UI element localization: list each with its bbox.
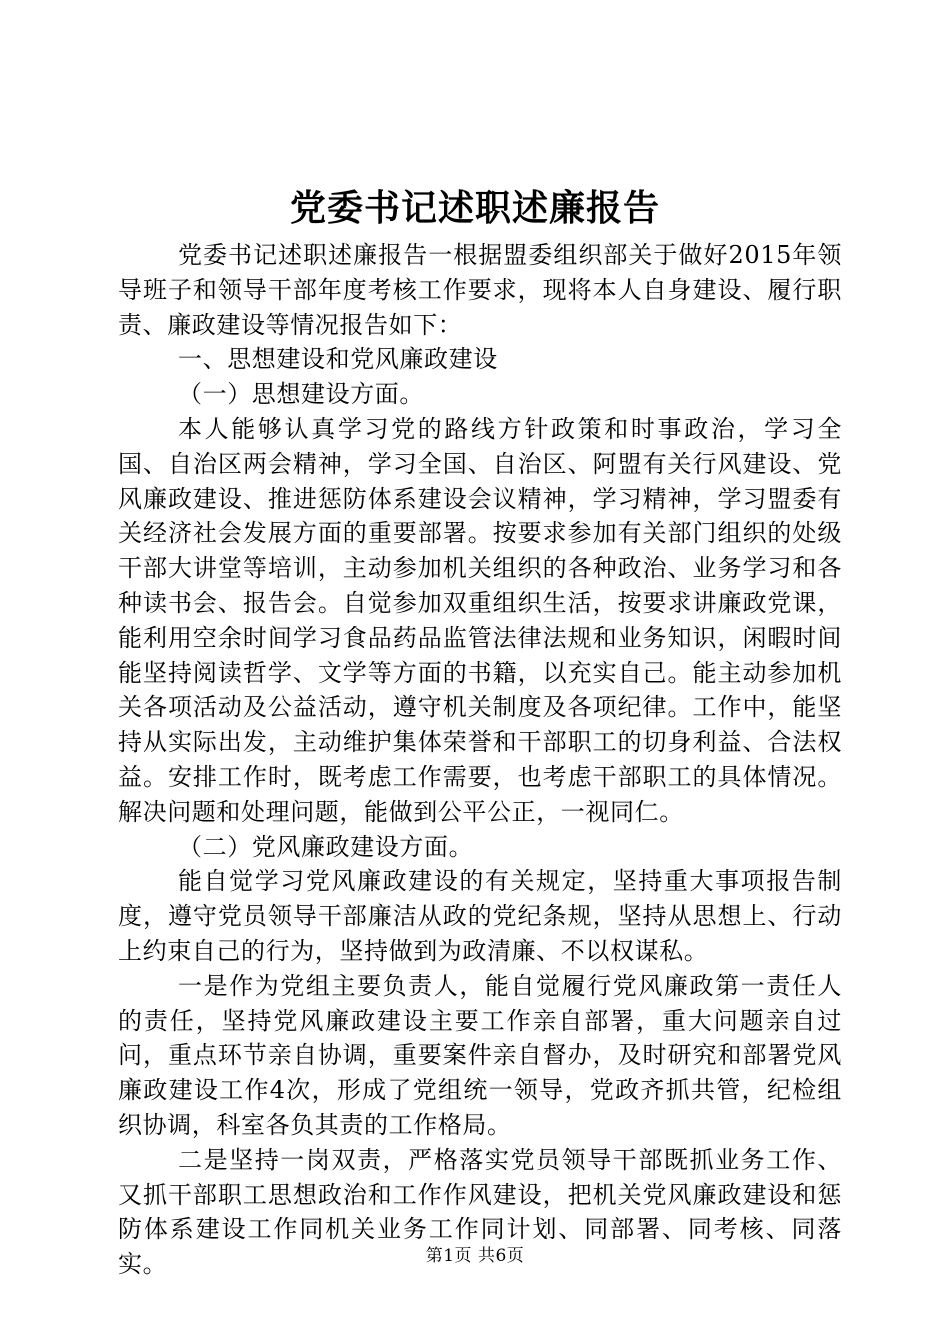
section-heading-1: 一、思想建设和党风廉政建设 [178,345,498,374]
paragraph-point-1: 一是作为党组主要负责人，能自觉履行党风廉政第一责任人的责任，坚持党风廉政建设主要工作亲自部署，重大问题亲自过问，重点环节亲自协调，重要案件亲自督办，及时研究和部署党风廉政建设工作4次，形成了党组统一领导，党政齐抓共管，纪检组织协调，科室各负其责的工作格局。 [118,971,842,1139]
document-body [118,238,842,1282]
paragraph-point-2: 二是坚持一岗双责，严格落实党员领导干部既抓业务工作、又抓干部职工思想政治和工作作风建设，把机关党风廉政建设和惩防体系建设工作同机关业务工作同计划、同部署、同考核、同落实。 [118,1145,842,1279]
subsection-heading-1: （一）思想建设方面。 [178,380,424,409]
paragraph-intro: 党委书记述职述廉报告一根据盟委组织部关于做好2015年领导班子和领导干部年度考核工作要求，现将本人自身建设、履行职责、廉政建设等情况报告如下： [118,241,842,339]
document-title: 党委书记述职述廉报告 [289,187,660,229]
paragraph-integrity: 能自觉学习党风廉政建设的有关规定，坚持重大事项报告制度，遵守党员领导干部廉洁从政的党纪条规，坚持从思想上、行动上约束自己的行为，坚持做到为政清廉、不以权谋私。 [118,867,842,965]
paragraph-ideology: 本人能够认真学习党的路线方针政策和时事政治，学习全国、自治区两会精神，学习全国、自治区、阿盟有关行风建设、党风廉政建设、推进惩防体系建设会议精神，学习精神，学习盟委有关经济社会发展方面的重要部署。按要求参加有关部门组织的处级干部大讲堂等培训，主动参加机关组织的各种政治、业务学习和各种读书会、报告会。自觉参加双重组织生活，按要求讲廉政党课，能利用空余时间学习食品药品监管法律法规和业务知识，闲暇时间能坚持阅读哲学、文学等方面的书籍，以充实自己。能主动参加机关各项活动及公益活动，遵守机关制度及各项纪律。工作中，能坚持从实际出发，主动维护集体荣誉和干部职工的切身利益、合法权益。安排工作时，既考虑工作需要，也考虑干部职工的具体情况。解决问题和处理问题，能做到公平公正，一视同仁。 [118,414,842,826]
page-footer: 第1页 共6页 [425,1246,525,1266]
subsection-heading-2: （二）党风廉政建设方面。 [178,832,474,861]
